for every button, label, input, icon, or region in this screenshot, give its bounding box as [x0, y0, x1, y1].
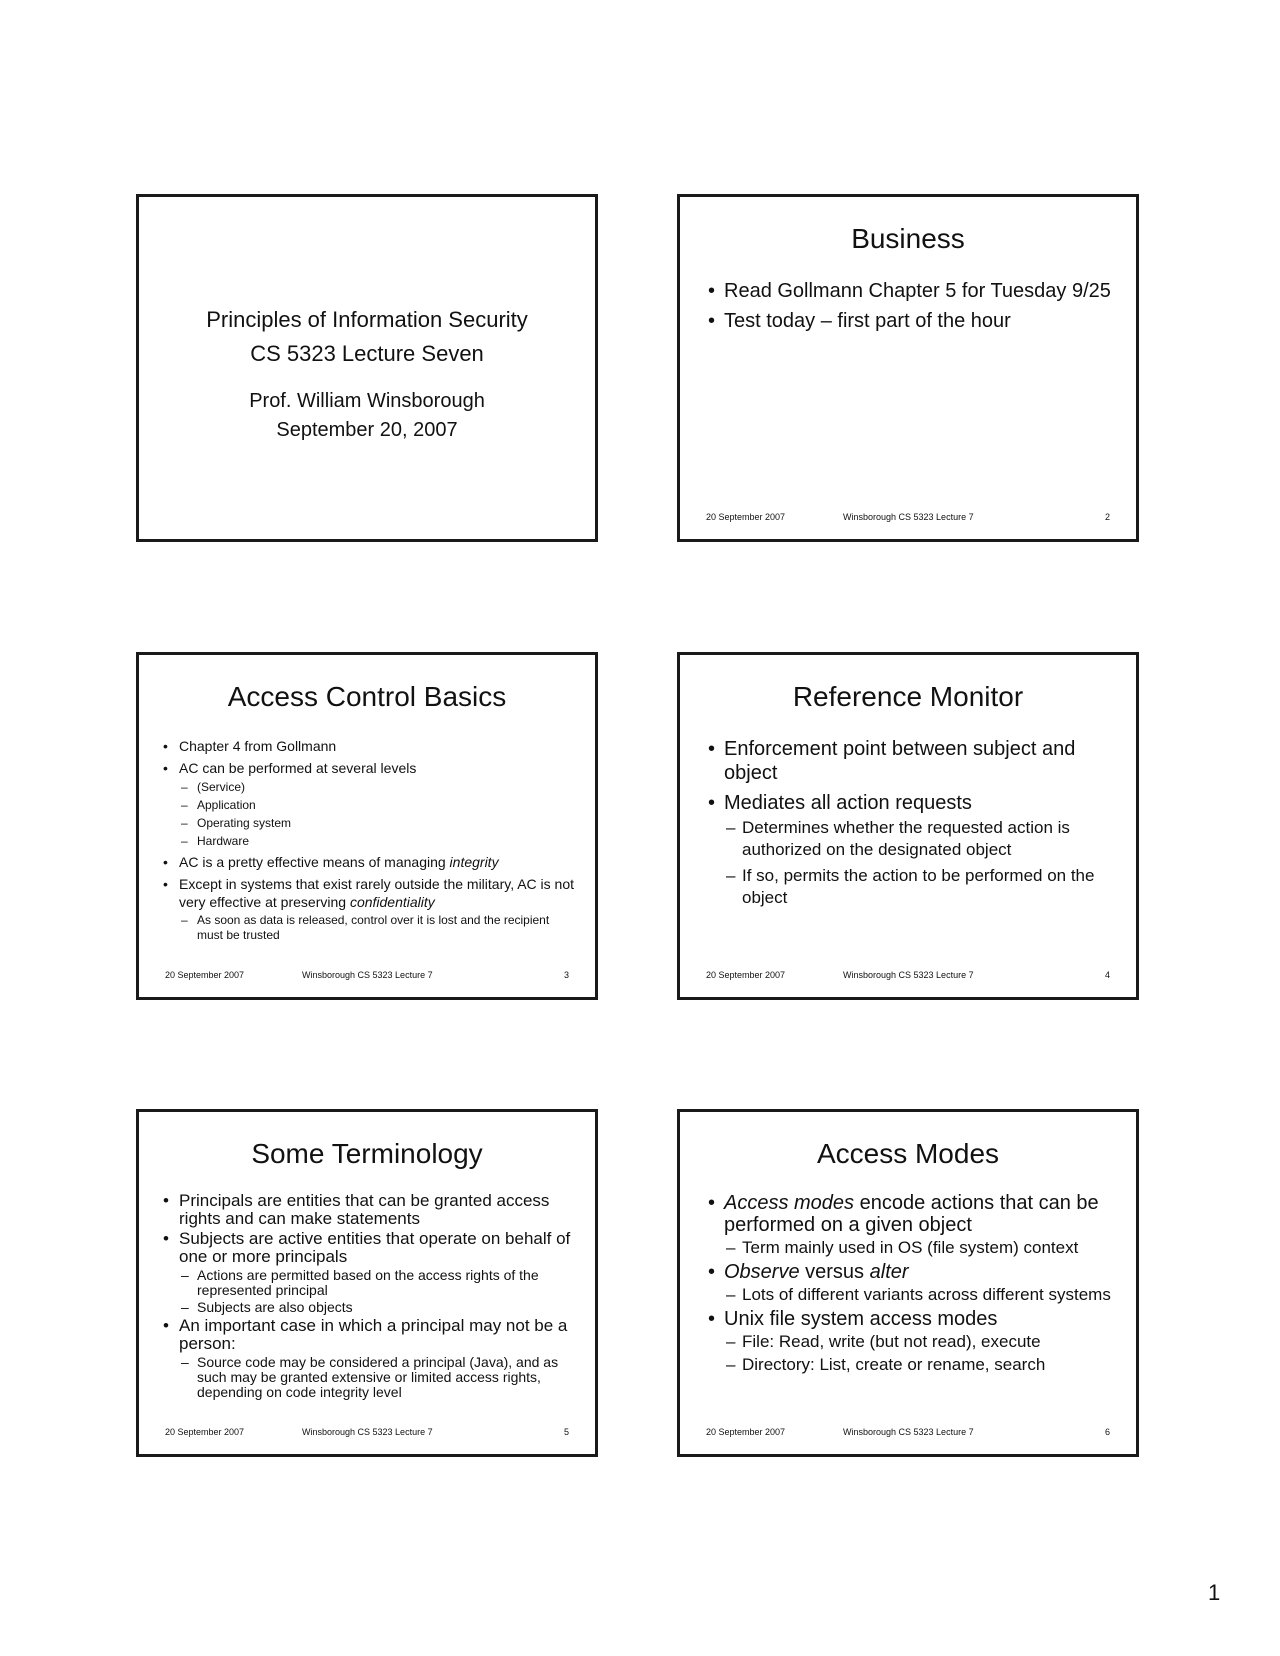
lecture-title: CS 5323 Lecture Seven	[250, 341, 484, 366]
footer-date: 20 September 2007	[706, 1427, 786, 1437]
slide-1-author-block	[139, 387, 595, 445]
emphasis-text: alter	[869, 1261, 909, 1283]
bullet-item	[161, 875, 577, 943]
bullet-text: Unix file system access modes	[724, 1308, 998, 1330]
slide-4	[677, 652, 1139, 1000]
bullet-item	[161, 759, 577, 849]
footer-course: Winsborough CS 5323 Lecture 7	[843, 970, 974, 980]
sub-bullet-item: – Subjects are also objects	[179, 1300, 577, 1315]
bullet-item	[161, 1317, 577, 1400]
slide-title: Reference Monitor	[792, 681, 1024, 712]
slide-body	[706, 279, 1118, 339]
bullet-text: An important case in which a principal may not be a person:	[179, 1316, 568, 1353]
slide-title: Some Terminology	[251, 1138, 483, 1169]
sub-bullet-item: – Lots of different variants across different systems	[724, 1285, 1118, 1304]
slide-6	[677, 1109, 1139, 1457]
slide-2	[677, 194, 1139, 542]
sub-bullet-item: – Term mainly used in OS (file system) context	[724, 1238, 1118, 1257]
bullet-item: • Chapter 4 from Gollmann	[161, 737, 577, 755]
emphasis-text: confidentiality	[349, 894, 435, 910]
bullet-text: encode actions that can be performed on a given object	[724, 1192, 1099, 1236]
slide-body	[706, 737, 1118, 915]
course-title: Principles of Information Security	[206, 307, 528, 332]
slide-number: 2	[1104, 512, 1110, 522]
footer-date: 20 September 2007	[165, 970, 245, 980]
footer-date: 20 September 2007	[706, 970, 786, 980]
bullet-item	[706, 1261, 1118, 1304]
slide-number: 6	[1104, 1427, 1110, 1437]
sub-bullet-item: – Source code may be considered a principal (Java), and as such may be granted extensive or limited access rights, depending on code integrity level	[179, 1355, 577, 1400]
slide-title: Access Modes	[816, 1138, 1000, 1169]
bullet-item	[706, 1308, 1118, 1374]
bullet-text: Except in systems that exist rarely outside the military, AC is not very effective at preserving	[179, 876, 575, 910]
footer-course: Winsborough CS 5323 Lecture 7	[302, 970, 433, 980]
bullet-text: Subjects are active entities that operate on behalf of one or more principals	[179, 1229, 571, 1266]
slide-footer	[165, 969, 569, 981]
bullet-text: AC can be performed at several levels	[179, 760, 417, 776]
lecture-date: September 20, 2007	[276, 419, 458, 441]
bullet-text: versus	[799, 1261, 870, 1283]
slide-3	[136, 652, 598, 1000]
slide-number: 3	[563, 970, 569, 980]
sub-bullet-item: – File: Read, write (but not read), execute	[724, 1332, 1118, 1351]
slide-number: 4	[1104, 970, 1110, 980]
emphasis-text: Observe	[724, 1261, 800, 1283]
slide-body	[706, 1192, 1118, 1378]
bullet-item	[706, 791, 1118, 909]
slide-5	[136, 1109, 598, 1457]
slide-footer	[706, 511, 1110, 523]
bullet-text: Mediates all action requests	[724, 792, 972, 814]
footer-date: 20 September 2007	[165, 1427, 245, 1437]
sub-bullet-item: – Hardware	[179, 833, 577, 849]
slide-footer	[706, 969, 1110, 981]
sub-bullet-item: – If so, permits the action to be performed on the object	[724, 865, 1118, 909]
bullet-item: • Read Gollmann Chapter 5 for Tuesday 9/25	[706, 279, 1118, 303]
page-number: 1	[1208, 1580, 1221, 1605]
footer-course: Winsborough CS 5323 Lecture 7	[302, 1427, 433, 1437]
slide-footer	[706, 1426, 1110, 1438]
slide-footer	[165, 1426, 569, 1438]
slide-1-title-block	[139, 303, 595, 371]
footer-date: 20 September 2007	[706, 512, 786, 522]
bullet-item	[161, 853, 577, 871]
bullet-item: • Principals are entities that can be granted access rights and can make statements	[161, 1192, 577, 1228]
slide-title: Access Control Basics	[227, 681, 507, 712]
slide-number: 5	[563, 1427, 569, 1437]
slide-1	[136, 194, 598, 542]
bullet-item	[161, 1230, 577, 1315]
emphasis-text: integrity	[449, 854, 499, 870]
footer-course: Winsborough CS 5323 Lecture 7	[843, 512, 974, 522]
slide-body	[161, 1192, 577, 1402]
sub-bullet-item: – Determines whether the requested action is authorized on the designated object	[724, 817, 1118, 861]
sub-bullet-item: – Directory: List, create or rename, search	[724, 1355, 1118, 1374]
bullet-text: AC is a pretty effective means of managing	[179, 854, 450, 870]
bullet-item: • Test today – first part of the hour	[706, 309, 1118, 333]
sub-bullet-item: – Operating system	[179, 815, 577, 831]
slide-title: Business	[851, 223, 965, 254]
footer-course: Winsborough CS 5323 Lecture 7	[843, 1427, 974, 1437]
slide-body	[161, 737, 577, 947]
emphasis-text: Access modes	[724, 1192, 855, 1214]
sub-bullet-item: – Application	[179, 797, 577, 813]
sub-bullet-item: – (Service)	[179, 779, 577, 795]
sub-bullet-item: – As soon as data is released, control over it is lost and the recipient must be trusted	[179, 913, 577, 943]
sub-bullet-item: – Actions are permitted based on the access rights of the represented principal	[179, 1268, 577, 1298]
bullet-item: • Enforcement point between subject and object	[706, 737, 1118, 785]
author-name: Prof. William Winsborough	[249, 390, 485, 412]
bullet-item	[706, 1192, 1118, 1257]
